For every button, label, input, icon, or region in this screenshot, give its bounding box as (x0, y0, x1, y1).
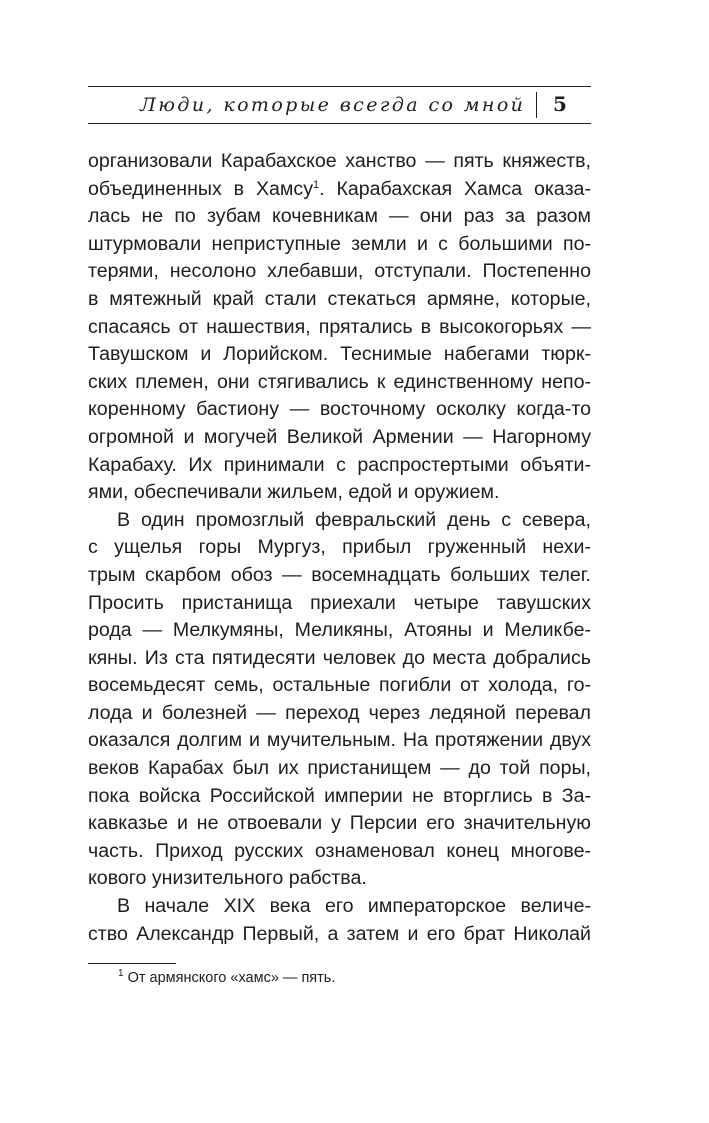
text-line: кавказье и не отвоевали у Персии его значительную (88, 812, 591, 835)
text-line: кового унизительного рабства. (88, 867, 367, 890)
text-line: ство Александр Первый, а затем и его брат Николай (88, 922, 591, 945)
header-bottom-rule (88, 123, 591, 124)
text-line: ями, обеспечивали жильем, едой и оружием. (88, 481, 500, 504)
paragraph (88, 148, 591, 507)
text-line: Карабаху. Их принимали с распростертыми объяти- (88, 453, 591, 476)
footnote-marker: 1 (118, 968, 124, 979)
text-line: огромной и могучей Великой Армении — Нагорному (88, 425, 591, 448)
text-line: спасаясь от нашествия, прятались в высокогорьях — (88, 315, 591, 338)
text-line: терями, несолоно хлебавши, отступали. Постепенно (88, 260, 591, 283)
text-line: рода — Мелкумяны, Меликяны, Атояны и Меликбе- (88, 619, 591, 642)
text-line: трым скарбом обоз — восемнадцать больших телег. (88, 563, 591, 586)
page-number: 5 (553, 92, 567, 116)
text-line: часть. Приход русских ознаменовал конец многове- (88, 839, 591, 862)
text-line: Просить пристанища приехали четыре тавушских (88, 591, 591, 614)
text-line: Тавушском и Лорийском. Теснимые набегами тюрк- (88, 343, 591, 366)
paragraph (88, 893, 591, 948)
text-line: кяны. Из ста пятидесяти человек до места добрались (88, 646, 591, 669)
text-line (88, 176, 591, 204)
text-fragment: объединенных в Хамсу (88, 177, 313, 200)
text-line: в мятежный край стали стекаться армяне, которые, (88, 287, 591, 310)
text-line: лода и болезней — переход через ледяной перевал (88, 701, 591, 724)
text-line: В один промозглый февральский день с севера, (117, 508, 591, 531)
paragraph (88, 507, 591, 893)
text-line: оказался долгим и мучительным. На протяжении двух (88, 729, 591, 752)
footnote-rule (88, 963, 176, 964)
footnote-reference: 1 (313, 178, 320, 191)
text-line: лась не по зубам кочевникам — они раз за разом (88, 205, 591, 228)
body-text (88, 148, 591, 948)
footnote-text: От армянского «хамс» — пять. (127, 970, 336, 986)
text-line: пока войска Российской империи не вторглись в За- (88, 784, 591, 807)
text-line: организовали Карабахское ханство — пять княжеств, (88, 150, 591, 172)
header-divider (536, 92, 537, 118)
text-line: В начале XIX века его императорское величе- (117, 895, 591, 918)
text-line: восемьдесят семь, остальные погибли от холода, го- (88, 674, 591, 697)
footnote (118, 968, 335, 988)
text-line: коренному бастиону — восточному осколку когда-то (88, 398, 591, 421)
text-line: штурмовали неприступные земли и с большими по- (88, 232, 591, 255)
running-title: Люди, которые всегда со мной (140, 94, 526, 116)
text-line: с ущелья горы Мургуз, прибыл груженный нехи- (88, 536, 591, 559)
header-top-rule (88, 86, 591, 87)
text-line: веков Карабах был их пристанищем — до той поры, (88, 757, 591, 780)
text-fragment: . Карабахская Хамса оказа- (319, 177, 591, 200)
text-line: ских племен, они стягивались к единственному непо- (88, 370, 591, 393)
